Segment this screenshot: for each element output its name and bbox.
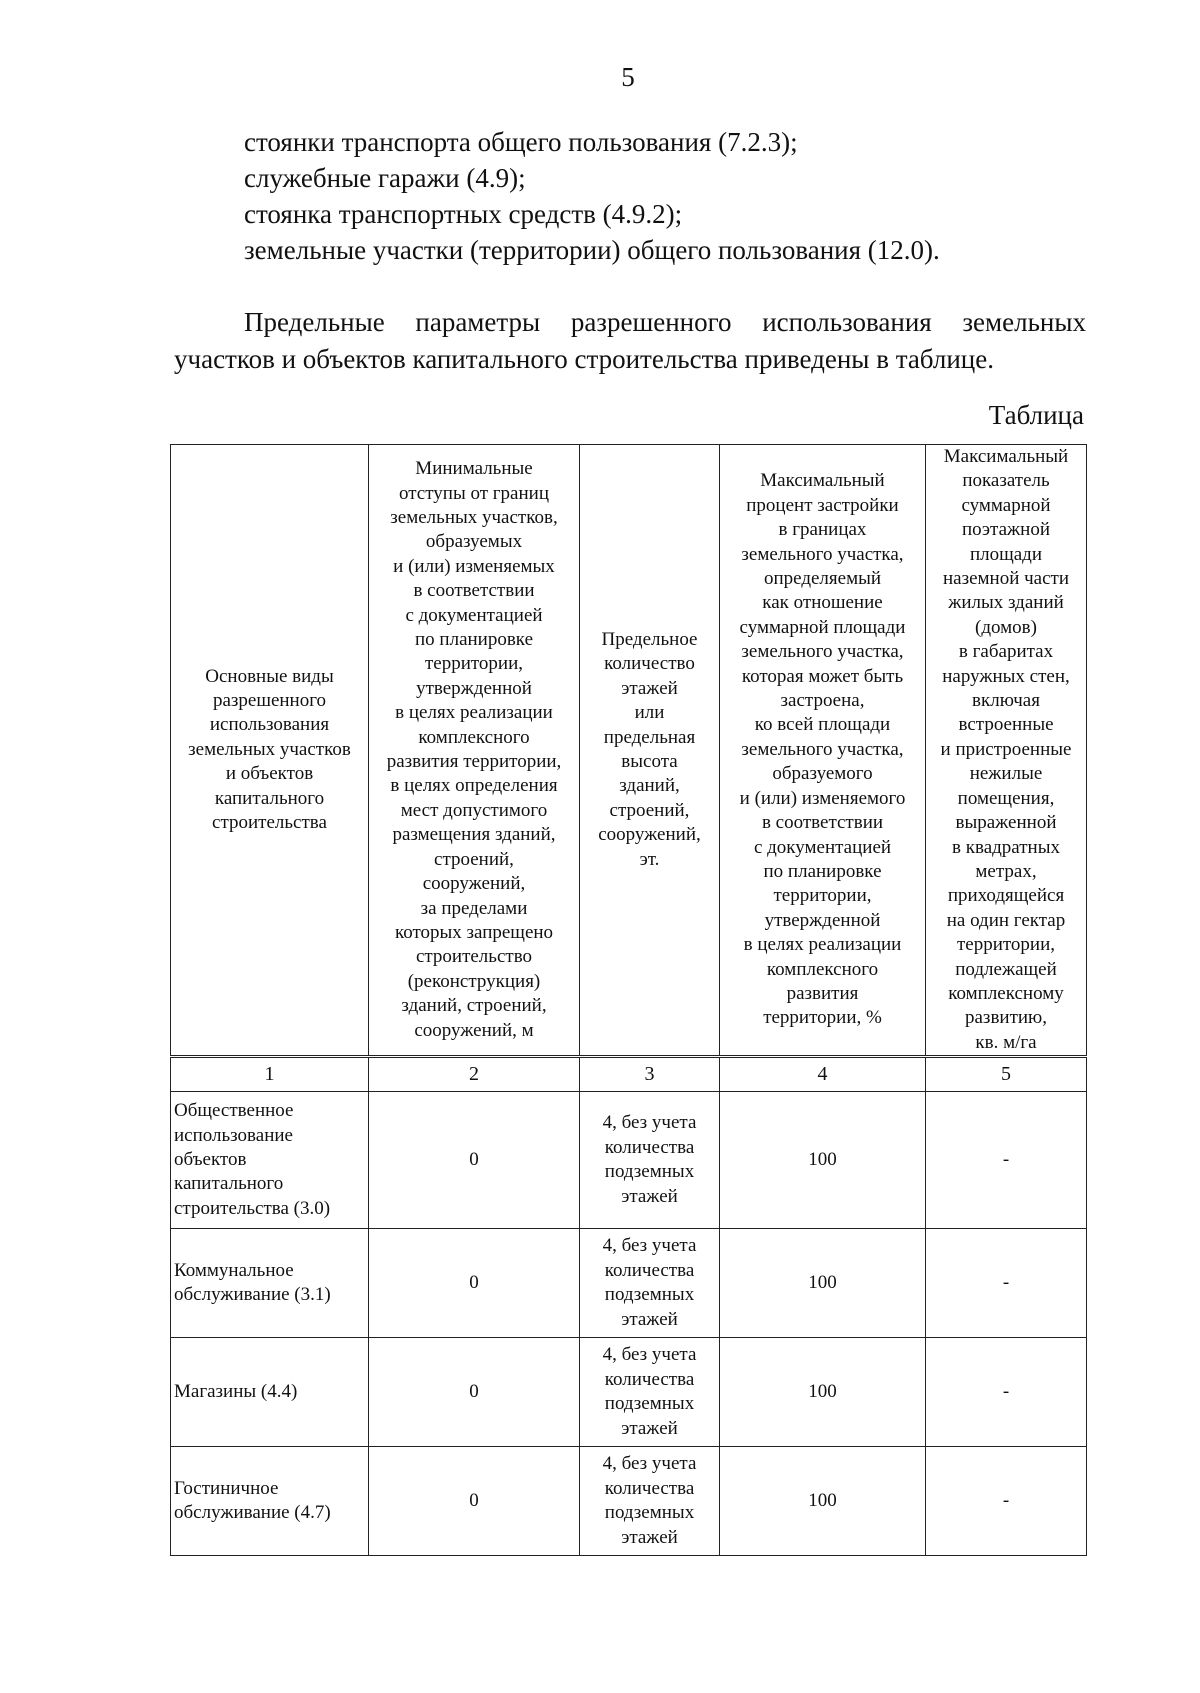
cell-text-line: Гостиничное — [174, 1477, 279, 1499]
cell-text-line: комплексного — [418, 726, 530, 748]
floor-area-cell — [926, 1447, 1087, 1556]
page-number: 5 — [621, 62, 635, 92]
cell-text-line: Предельное — [601, 629, 698, 651]
table-row — [171, 1229, 1087, 1338]
cell-text-line: или — [634, 702, 665, 724]
cell-text-line: земельных участков, — [390, 507, 558, 529]
cell-text-line: 0 — [469, 1380, 479, 1402]
cell-text-line: подземных — [604, 1393, 695, 1415]
column-number: 2 — [369, 1057, 580, 1092]
cell-text-line: Минимальные — [415, 458, 533, 480]
cell-text-line: этажей — [621, 1308, 678, 1330]
header-cell — [580, 445, 720, 1057]
cell-text-line: размещения зданий, — [392, 824, 556, 846]
list-item: стоянка транспортных средств (4.9.2); — [244, 199, 683, 229]
cell-text-line: 100 — [808, 1489, 837, 1511]
cell-text-line: использования — [209, 714, 330, 736]
cell-text-line: строений, — [434, 848, 514, 870]
cell-text-line: этажей — [621, 1185, 678, 1207]
cell-text-line: и пристроенные — [940, 738, 1072, 760]
column-number: 5 — [926, 1057, 1087, 1092]
cell-text-line: поэтажной — [962, 519, 1050, 541]
list-item: стоянки транспорта общего пользования (7.2.3); — [244, 127, 798, 157]
parameters-table — [170, 444, 1087, 1556]
coverage-cell — [720, 1447, 926, 1556]
cell-text-line: с документацией — [405, 604, 543, 626]
table-header-row — [171, 445, 1087, 1057]
cell-text-line: сооружений, — [422, 873, 526, 895]
cell-text-line: земельного участка, — [741, 738, 904, 760]
cell-text-line: 4, без учета — [602, 1344, 697, 1366]
cell-text-line: 0 — [469, 1148, 479, 1170]
cell-text-line: наружных стен, — [942, 665, 1070, 687]
cell-text-line: подземных — [604, 1161, 695, 1183]
cell-text-line: помещения, — [957, 787, 1055, 809]
cell-text-line: в целях реализации — [743, 934, 902, 956]
cell-text-line: зданий, — [619, 775, 680, 797]
cell-text-line: в соответствии — [413, 580, 535, 602]
floors-cell — [580, 1229, 720, 1338]
cell-text-line: утвержденной — [764, 909, 881, 931]
cell-text-line: высота — [621, 751, 678, 773]
cell-text-line: количества — [604, 1477, 695, 1499]
column-number: 4 — [720, 1057, 926, 1092]
paragraph-line: участков и объектов капитального строительства приведены в таблице. — [174, 344, 994, 374]
cell-text-line: территории, % — [763, 1007, 882, 1029]
cell-text-line: по планировке — [415, 629, 533, 651]
cell-text-line: развитию, — [965, 1007, 1047, 1029]
header-cell — [720, 445, 926, 1057]
cell-text-line: площади — [969, 543, 1043, 565]
paragraph-line: Предельные параметры разрешенного использования земельных — [244, 307, 1086, 337]
cell-text-line: обслуживание (4.7) — [174, 1502, 331, 1524]
table-row — [171, 1338, 1087, 1447]
cell-text-line: отступы от границ — [399, 482, 549, 504]
floors-cell — [580, 1092, 720, 1229]
cell-text-line: этажей — [621, 677, 678, 699]
floor-area-cell — [926, 1229, 1087, 1338]
cell-text-line: подземных — [604, 1502, 695, 1524]
header-cell — [171, 445, 369, 1057]
cell-text-line: - — [1002, 1489, 1010, 1511]
column-number-row — [171, 1057, 1087, 1092]
cell-text-line: обслуживание (3.1) — [174, 1284, 331, 1306]
floor-area-cell — [926, 1338, 1087, 1447]
cell-text-line: и объектов — [225, 763, 314, 785]
cell-text-line: 4, без учета — [602, 1235, 697, 1257]
table-caption: Таблица — [988, 400, 1084, 430]
column-number: 1 — [171, 1057, 369, 1092]
cell-text-line: в границах — [778, 519, 867, 541]
cell-text-line: ко всей площади — [754, 714, 891, 736]
land-use-type-cell — [171, 1447, 369, 1556]
cell-text-line: предельная — [603, 726, 696, 748]
cell-text-line: территории, — [424, 653, 524, 675]
cell-text-line: Магазины (4.4) — [174, 1380, 298, 1402]
land-use-type-cell — [171, 1229, 369, 1338]
cell-text-line: которая может быть — [741, 665, 904, 687]
coverage-cell — [720, 1229, 926, 1338]
cell-text-line: сооружений, — [598, 824, 701, 846]
cell-text-line: этажей — [621, 1417, 678, 1439]
land-use-type-cell — [171, 1338, 369, 1447]
cell-text-line: территории, — [956, 934, 1056, 956]
cell-text-line: в квадратных — [952, 836, 1060, 858]
cell-text-line: мест допустимого — [400, 799, 548, 821]
intro-paragraph — [174, 304, 1086, 378]
cell-text-line: 100 — [808, 1271, 837, 1293]
cell-text-line: (домов) — [975, 616, 1037, 638]
coverage-cell — [720, 1338, 926, 1447]
cell-text-line: наземной части — [942, 568, 1070, 590]
cell-text-line: развития территории, — [386, 751, 562, 773]
cell-text-line: включая — [972, 690, 1040, 712]
cell-text-line: подлежащей — [955, 958, 1057, 980]
cell-text-line: 100 — [808, 1148, 837, 1170]
cell-text-line: 0 — [469, 1271, 479, 1293]
cell-text-line: сооружений, м — [414, 1019, 534, 1041]
cell-text-line: количества — [604, 1368, 695, 1390]
cell-text-line: объектов — [174, 1148, 247, 1170]
cell-text-line: подземных — [604, 1284, 695, 1306]
cell-text-line: Максимальный — [760, 470, 885, 492]
cell-text-line: определяемый — [763, 568, 882, 590]
cell-text-line: которых запрещено — [394, 921, 554, 943]
list-item: служебные гаражи (4.9); — [244, 163, 526, 193]
cell-text-line: Основные виды — [205, 665, 334, 687]
cell-text-line: количества — [604, 1259, 695, 1281]
cell-text-line: строительства (3.0) — [174, 1197, 331, 1219]
cell-text-line: строительство — [415, 946, 533, 968]
header-cell — [369, 445, 580, 1057]
cell-text-line: с документацией — [753, 836, 892, 858]
setback-cell — [369, 1338, 580, 1447]
cell-text-line: застроена, — [780, 690, 865, 712]
cell-text-line: на один гектар — [946, 909, 1066, 931]
floors-cell — [580, 1338, 720, 1447]
cell-text-line: территории, — [773, 885, 872, 907]
cell-text-line: этажей — [621, 1526, 678, 1548]
cell-text-line: образуемого — [772, 763, 873, 785]
cell-text-line: приходящейся — [947, 885, 1065, 907]
land-use-list — [244, 124, 940, 268]
cell-text-line: 4, без учета — [602, 1453, 697, 1475]
cell-text-line: разрешенного — [212, 690, 327, 712]
cell-text-line: встроенные — [958, 714, 1054, 736]
cell-text-line: выраженной — [955, 812, 1057, 834]
cell-text-line: капитального — [214, 787, 325, 809]
cell-text-line: 0 — [469, 1489, 479, 1511]
cell-text-line: земельных участков — [188, 738, 351, 760]
floors-cell — [580, 1447, 720, 1556]
column-number: 3 — [580, 1057, 720, 1092]
cell-text-line: в соответствии — [761, 812, 884, 834]
cell-text-line: показатель — [962, 470, 1050, 492]
cell-text-line: - — [1002, 1271, 1010, 1293]
cell-text-line: и (или) изменяемых — [393, 555, 555, 577]
table-row — [171, 1092, 1087, 1229]
setback-cell — [369, 1447, 580, 1556]
cell-text-line: - — [1002, 1380, 1010, 1402]
cell-text-line: процент застройки — [746, 494, 899, 516]
list-item: земельные участки (территории) общего пользования (12.0). — [244, 235, 940, 265]
cell-text-line: зданий, строений, — [401, 995, 547, 1017]
cell-text-line: в целях реализации — [395, 702, 553, 724]
cell-text-line: образуемых — [425, 531, 523, 553]
cell-text-line: в габаритах — [958, 641, 1054, 663]
setback-cell — [369, 1229, 580, 1338]
cell-text-line: количества — [604, 1136, 695, 1158]
cell-text-line: Коммунальное — [174, 1259, 294, 1281]
cell-text-line: нежилые — [969, 763, 1043, 785]
cell-text-line: суммарной — [961, 494, 1051, 516]
cell-text-line: по планировке — [763, 860, 882, 882]
cell-text-line: (реконструкция) — [407, 970, 541, 992]
cell-text-line: количество — [604, 653, 695, 675]
cell-text-line: в целях определения — [390, 775, 558, 797]
floor-area-cell — [926, 1092, 1087, 1229]
cell-text-line: комплексного — [766, 958, 879, 980]
cell-text-line: строений, — [609, 799, 690, 821]
cell-text-line: утвержденной — [416, 677, 532, 699]
table-row — [171, 1447, 1087, 1556]
cell-text-line: капитального — [174, 1173, 284, 1195]
cell-text-line: строительства — [212, 812, 327, 834]
cell-text-line: как отношение — [762, 592, 883, 614]
cell-text-line: за пределами — [420, 897, 528, 919]
header-cell — [926, 445, 1087, 1057]
land-use-type-cell — [171, 1092, 369, 1229]
cell-text-line: Максимальный — [943, 446, 1069, 467]
cell-text-line: развития — [786, 982, 859, 1004]
setback-cell — [369, 1092, 580, 1229]
cell-text-line: земельного участка, — [741, 641, 904, 663]
cell-text-line: комплексному — [948, 982, 1064, 1004]
cell-text-line: суммарной площади — [739, 616, 906, 638]
cell-text-line: метрах, — [975, 860, 1037, 882]
cell-text-line: земельного участка, — [741, 543, 904, 565]
cell-text-line: 4, без учета — [602, 1112, 697, 1134]
cell-text-line: использование — [174, 1124, 293, 1146]
cell-text-line: и (или) изменяемого — [739, 787, 906, 809]
cell-text-line: - — [1002, 1148, 1010, 1170]
cell-text-line: эт. — [639, 848, 660, 870]
coverage-cell — [720, 1092, 926, 1229]
cell-text-line: кв. м/га — [975, 1031, 1037, 1053]
cell-text-line: 100 — [808, 1380, 837, 1402]
cell-text-line: Общественное — [174, 1100, 294, 1122]
cell-text-line: жилых зданий — [948, 592, 1064, 614]
